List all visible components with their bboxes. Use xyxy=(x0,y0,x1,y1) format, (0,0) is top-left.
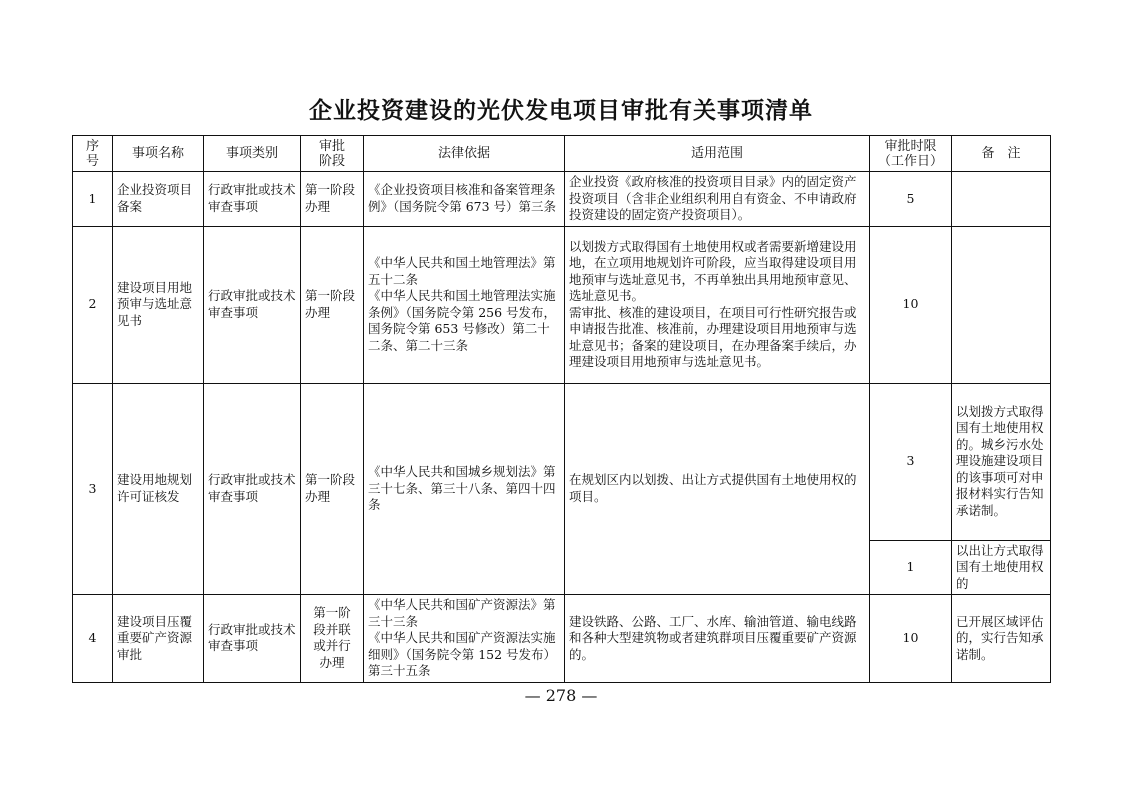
header-seq: 序号 xyxy=(73,136,113,172)
row-basis: 《中华人民共和国土地管理法》第五十二条 《中华人民共和国土地管理法实施条例》（国务院令第 256 号发布，国务院令第 653 号修改）第二十二条、第二十三条 xyxy=(364,226,565,383)
row-basis: 《中华人民共和国矿产资源法》第三十三条 《中华人民共和国矿产资源法实施细则》（国务院令第 152 号发布）第三十五条 xyxy=(364,595,565,683)
row-days: 3 xyxy=(870,383,952,540)
row-stage: 第一阶段办理 xyxy=(301,226,364,383)
approval-items-table xyxy=(72,135,1051,683)
row-type: 行政审批或技术审查事项 xyxy=(204,383,301,595)
row-remark xyxy=(952,172,1051,227)
row-scope: 企业投资《政府核准的投资项目目录》内的固定资产投资项目（含非企业组织利用自有资金、不申请政府投资建设的固定资产投资项目）。 xyxy=(565,172,870,227)
header-stage: 审批阶段 xyxy=(301,136,364,172)
row-stage: 第一阶段并联或并行办理 xyxy=(301,595,364,683)
header-basis: 法律依据 xyxy=(364,136,565,172)
page-number: — 278 — xyxy=(524,686,598,705)
row-seq: 2 xyxy=(73,226,113,383)
row-type: 行政审批或技术审查事项 xyxy=(204,226,301,383)
row-remark-sub: 以出让方式取得国有土地使用权的 xyxy=(952,540,1051,595)
row-scope: 在规划区内以划拨、出让方式提供国有土地使用权的项目。 xyxy=(565,383,870,595)
table-row xyxy=(73,172,1051,227)
header-type: 事项类别 xyxy=(204,136,301,172)
row-stage: 第一阶段办理 xyxy=(301,383,364,595)
row-seq: 4 xyxy=(73,595,113,683)
row-stage: 第一阶段办理 xyxy=(301,172,364,227)
row-name: 建设用地规划许可证核发 xyxy=(113,383,204,595)
row-basis: 《企业投资项目核准和备案管理条例》（国务院令第 673 号）第三条 xyxy=(364,172,565,227)
row-days: 10 xyxy=(870,226,952,383)
header-name: 事项名称 xyxy=(113,136,204,172)
table-row xyxy=(73,383,1051,540)
row-basis: 《中华人民共和国城乡规划法》第三十七条、第三十八条、第四十四条 xyxy=(364,383,565,595)
row-remark: 已开展区域评估的，实行告知承诺制。 xyxy=(952,595,1051,683)
row-days: 10 xyxy=(870,595,952,683)
header-scope: 适用范围 xyxy=(565,136,870,172)
row-name: 企业投资项目备案 xyxy=(113,172,204,227)
row-days-sub: 1 xyxy=(870,540,952,595)
row-seq: 1 xyxy=(73,172,113,227)
row-remark: 以划拨方式取得国有土地使用权的。城乡污水处理设施建设项目的该事项可对申报材料实行告知承诺制。 xyxy=(952,383,1051,540)
table-header-row xyxy=(73,136,1051,172)
header-remark: 备 注 xyxy=(952,136,1051,172)
row-type: 行政审批或技术审查事项 xyxy=(204,595,301,683)
row-name: 建设项目压覆重要矿产资源审批 xyxy=(113,595,204,683)
row-name: 建设项目用地预审与选址意见书 xyxy=(113,226,204,383)
row-scope: 以划拨方式取得国有土地使用权或者需要新增建设用地，在立项用地规划许可阶段，应当取得建设项目用地预审与选址意见书，不再单独出具用地预审意见、选址意见书。 需审批、核准的建设项目，在项目可行性研究报告或申请报告批准、核准前，办理建设项目用地预审与选址意见书；备案的建设项目，在办理备案手续后，办理建设项目用地预审与选址意见书。 xyxy=(565,226,870,383)
row-remark xyxy=(952,226,1051,383)
header-days: 审批时限（工作日） xyxy=(870,136,952,172)
row-scope: 建设铁路、公路、工厂、水库、输油管道、输电线路和各种大型建筑物或者建筑群项目压覆重要矿产资源的。 xyxy=(565,595,870,683)
table-row xyxy=(73,226,1051,383)
row-days: 5 xyxy=(870,172,952,227)
row-type: 行政审批或技术审查事项 xyxy=(204,172,301,227)
row-seq: 3 xyxy=(73,383,113,595)
table-row xyxy=(73,595,1051,683)
document-title: 企业投资建设的光伏发电项目审批有关事项清单 xyxy=(309,97,813,124)
